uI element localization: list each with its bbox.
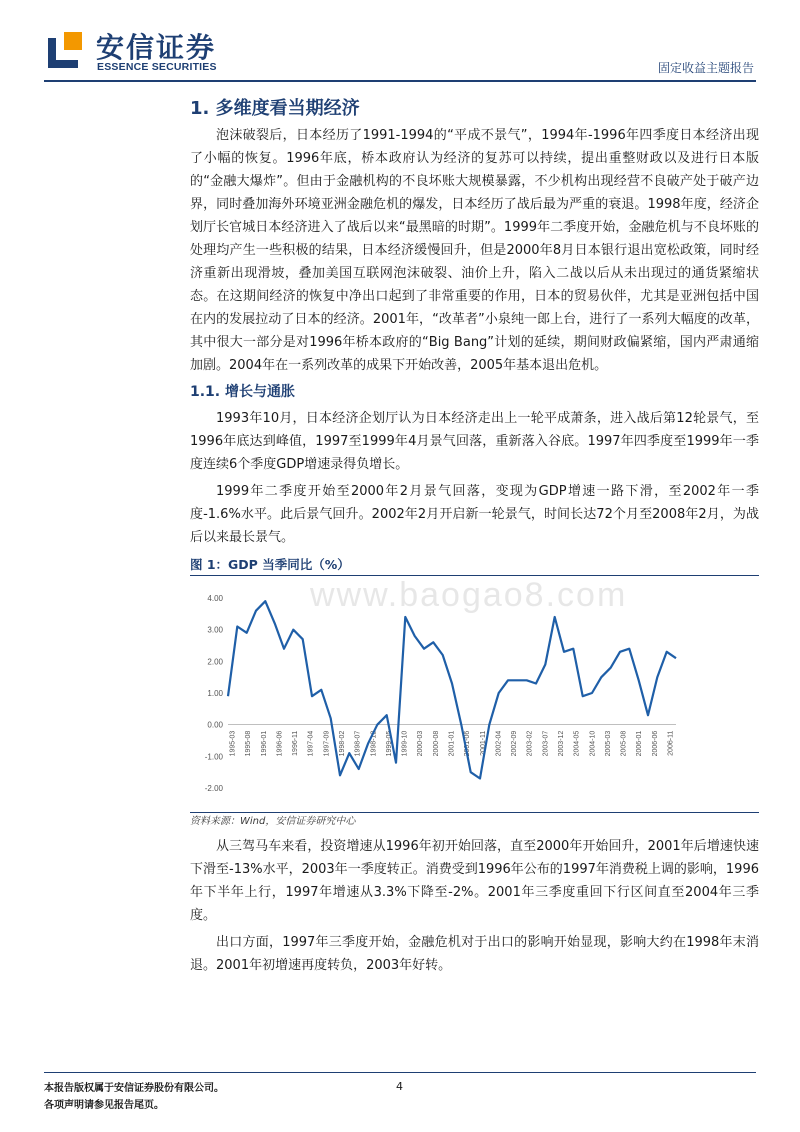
x-tick-label: 2000-08 — [432, 730, 440, 757]
x-tick-label: 2006-11 — [667, 730, 675, 756]
essence-logo-icon — [44, 28, 88, 72]
y-tick-label: 2.00 — [207, 657, 223, 667]
x-tick-label: 2003-12 — [558, 730, 565, 757]
section-paragraph: 泡沫破裂后，日本经历了1991-1994的“平成不景气”，1994年-1996年四季度日本经济出现了小幅的恢复。1996年底，桥本政府认为经济的复苏可以持续，提出重整财政以及进行日本版的“金融大爆炸”。但由于金融机构的不良坏账大规模暴露，不少机构出现经营不良破产处于破产边界，同时叠加海外环境亚洲金融危机的爆发，日本经历了战后最为严重的衰退。1998年度，经济企划厅长官城日本经济进入了战后以来“最黑暗的时期”。1999年二季度开始，金融危机与不良坏账的处理均产生一些积极的结果，日本经济缓慢回升，但是2000年8月日本银行退出宽松政策，同时经济重新出现滑坡，叠加美国互联网泡沫破裂、油价上升，陷入二战以后从未出现过的通货紧缩状态。在这期间经济的恢复中净出口起到了非常重要的作用，日本的贸易伙伴，尤其是亚洲包括中国在内的发展拉动了日本的经济。2001年，“改革者”小泉纯一郎上台，进行了一系列大幅度的改革，其中很大一部分是对1996年桥本政府的“Big Bang”计划的延续，期间财政偏紧缩，国内严肃通缩加剧。2004年在一系列改革的成果下开始改善，2005年基本退出危机。 — [190, 128, 759, 373]
brand-name-cn: 安信证券 — [96, 31, 217, 64]
paragraph-1: 1993年10月，日本经济企划厅认为日本经济走出上一轮平成萧条，进入战后第12轮景气，至1996年底达到峰值，1997至1999年4月景气回落，重新落入谷底。1997年四季度至1999年一季度连续6个季度GDP增速录得负增长。 — [190, 411, 759, 472]
subsection-heading: 1.1. 增长与通胀 — [190, 384, 295, 400]
x-tick-label: 2004-10 — [589, 730, 597, 757]
section-heading: 1. 多维度看当期经济 — [190, 98, 360, 119]
x-tick-label: 1996-06 — [276, 730, 284, 757]
page-number: 4 — [396, 1080, 403, 1093]
figure-title: 图 1：GDP 当季同比（%） — [190, 557, 350, 572]
report-body — [44, 94, 759, 981]
x-tick-label: 2003-07 — [542, 730, 550, 757]
y-tick-label: -2.00 — [204, 784, 223, 793]
x-tick-label: 1996-11 — [292, 730, 300, 756]
footer-notice — [44, 1080, 224, 1114]
x-tick-label: 1996-01 — [260, 730, 268, 757]
x-tick-label: 2005-08 — [620, 730, 628, 757]
watermark: www.baogao8.com — [310, 576, 628, 614]
x-tick-label: 1997-09 — [323, 730, 331, 757]
x-tick-label: 2000-03 — [417, 730, 425, 757]
y-tick-label: -1.00 — [204, 752, 223, 762]
x-tick-label: 2002-09 — [511, 730, 519, 757]
header-divider — [44, 80, 756, 82]
footer-disclaimer: 各项声明请参见报告尾页。 — [44, 1100, 164, 1111]
figure-source: 资料来源：Wind，安信证券研究中心 — [190, 816, 356, 827]
x-tick-label: 1997-04 — [307, 730, 315, 757]
x-tick-label: 2006-01 — [636, 730, 644, 757]
page-header — [0, 0, 800, 90]
x-tick-label: 2001-11 — [479, 730, 487, 756]
y-tick-label: 0.00 — [207, 720, 223, 730]
x-tick-label: 2006-06 — [651, 730, 659, 757]
paragraph-3: 从三驾马车来看，投资增速从1996年初开始回落，直至2000年开始回升，2001年后增速快速下滑至-13%水平，2003年一季度转正。消费受到1996年公布的1997年消费税上调的影响，1996年下半年上行，1997年增速从3.3%下降至-2%。2001年三季度重回下行区间直至2004年三季度。 — [190, 839, 759, 923]
y-tick-label: 3.00 — [207, 625, 223, 635]
x-tick-label: 1998-02 — [339, 730, 346, 757]
y-tick-label: 1.00 — [207, 689, 223, 698]
paragraph-4: 出口方面，1997年三季度开始，金融危机对于出口的影响开始显现，影响大约在1998年末消退。2001年初增速再度转负，2003年好转。 — [190, 935, 759, 973]
x-tick-label: 1999-10 — [401, 730, 409, 757]
paragraph-2: 1999年二季度开始至2000年2月景气回落，变现为GDP增速一路下滑，至2002年一季度-1.6%水平。此后景气回升。2002年2月开启新一轮景气，时间长达72个月至2008年2月，为战后以来最长景气。 — [190, 484, 759, 545]
gdp-chart — [190, 576, 684, 812]
footer-divider — [44, 1072, 756, 1073]
x-tick-label: 2001-06 — [464, 730, 472, 757]
x-tick-label: 2004-05 — [573, 730, 581, 757]
report-type-label: 固定收益主题报告 — [657, 61, 754, 75]
x-tick-label: 2005-03 — [604, 730, 612, 757]
x-tick-label: 2001-01 — [448, 730, 456, 757]
x-tick-label: 2002-04 — [495, 730, 503, 757]
x-tick-label: 1998-12 — [370, 730, 378, 757]
footer-copyright: 本报告版权属于安信证券股份有限公司。 — [44, 1083, 224, 1094]
x-tick-label: 1995-08 — [245, 730, 253, 757]
y-tick-label: 4.00 — [207, 594, 223, 603]
brand-name-en: ESSENCE SECURITIES — [97, 61, 217, 73]
x-tick-label: 1999-05 — [385, 730, 393, 757]
x-tick-label: 2003-02 — [526, 730, 534, 757]
x-tick-label: 1995-03 — [229, 730, 237, 757]
x-tick-label: 1998-07 — [354, 730, 362, 757]
